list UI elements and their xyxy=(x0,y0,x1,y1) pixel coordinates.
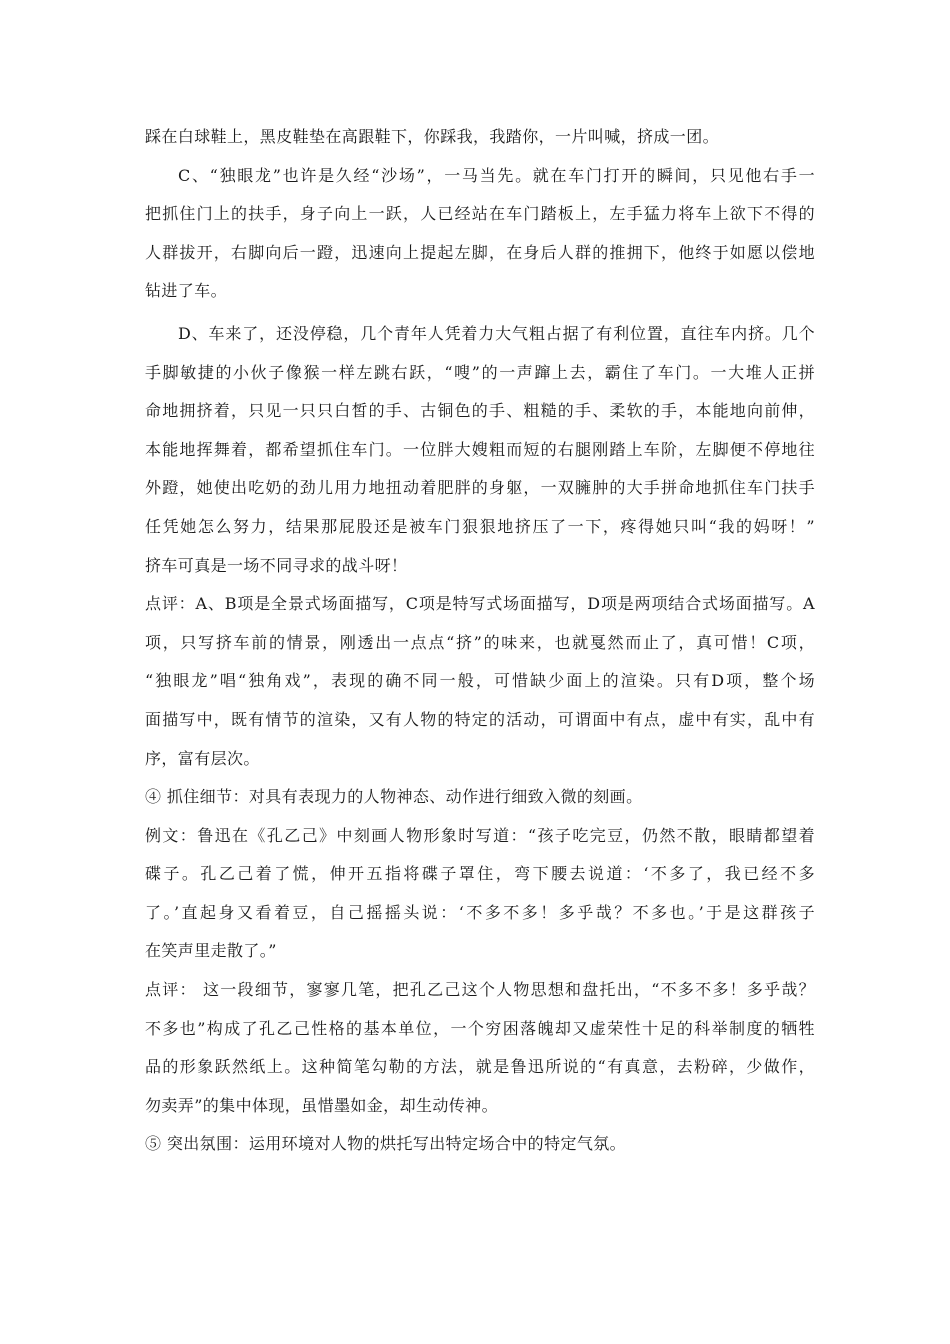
text-line: 序，富有层次。 xyxy=(145,748,260,768)
text-line: 面描写中，既有情节的渲染，又有人物的特定的活动，可谓面中有点，虚中有实，乱中有 xyxy=(145,709,815,729)
text-line: 把抓住门上的扶手，身子向上一跃，人已经站在车门踏板上，左手猛力将车上欲下不得的 xyxy=(145,204,815,224)
text-line: 命地拥挤着，只见一只只白皙的手、古铜色的手、粗糙的手、柔软的手，本能地向前伸， xyxy=(145,401,815,421)
paragraph-b-tail xyxy=(145,118,815,157)
text-line: ④ 抓住细节：对具有表现力的人物神态、动作进行细致入微的刻画。 xyxy=(145,787,643,807)
text-line: 人群拔开，右脚向后一蹬，迅速向上提起左脚，在身后人群的推拥下，他终于如愿以偿地 xyxy=(145,242,815,262)
paragraph-d xyxy=(145,315,815,585)
comment-abcd xyxy=(145,585,815,778)
text-line: 手脚敏捷的小伙子像猴一样左跳右跃，“嗖”的一声蹿上去，霸住了车门。一大堆人正拼 xyxy=(145,362,815,382)
text-line: 外蹬，她使出吃奶的劲儿用力地扭动着肥胖的身躯，一双臃肿的大手拼命地抓住车门扶手 xyxy=(145,478,815,498)
text-line: D、车来了，还没停稳，几个青年人凭着力大气粗占据了有利位置，直往车内挤。几个 xyxy=(178,323,815,343)
text-line: 品的形象跃然纸上。这种简笔勾勒的方法，就是鲁迅所说的“有真意，去粉碎，少做作， xyxy=(145,1057,815,1077)
text-line: 了。’直起身又看着豆，自己摇摇头说：‘不多不多！多乎哉？不多也。’于是这群孩子 xyxy=(145,902,815,922)
text-line: C、“独眼龙”也许是久经“沙场”，一马当先。就在车门打开的瞬间，只见他右手一 xyxy=(178,165,815,185)
text-line: 踩在白球鞋上，黑皮鞋垫在高跟鞋下，你踩我，我踏你，一片叫喊，挤成一团。 xyxy=(145,127,720,146)
text-line: 任凭她怎么努力，结果那屁股还是被车门狠狠地挤压了一下，疼得她只叫“我的妈呀！” xyxy=(145,516,815,536)
text-line: 挤车可真是一场不同寻求的战斗呀！ xyxy=(145,555,408,575)
point-5-heading xyxy=(145,1125,815,1164)
text-line: 在笑声里走散了。” xyxy=(145,941,277,961)
text-line: 本能地挥舞着，都希望抓住车门。一位胖大嫂粗而短的右腿刚踏上车阶，左脚便不停地往 xyxy=(145,439,815,459)
text-line: ⑤ 突出氛围：运用环境对人物的烘托写出特定场合中的特定气氛。 xyxy=(145,1134,627,1154)
text-line: 例文：鲁迅在《孔乙己》中刻画人物形象时写道：“孩子吃完豆，仍然不散，眼睛都望着 xyxy=(145,825,815,845)
text-line: 点评：A、B项是全景式场面描写，C项是特写式场面描写，D项是两项结合式场面描写。A xyxy=(145,594,815,614)
text-line: 碟子。孔乙己着了慌，伸开五指将碟子罩住，弯下腰去说道：‘不多了，我已经不多 xyxy=(145,864,815,884)
text-line: 勿卖弄”的集中体现，虽惜墨如金，却生动传神。 xyxy=(145,1095,498,1115)
comment-kong-yiji xyxy=(145,971,815,1125)
example-kong-yiji xyxy=(145,817,815,971)
text-line: 项，只写挤车前的情景，刚透出一点点“挤”的味来，也就戛然而止了，真可惜！C项， xyxy=(145,632,815,652)
text-line: 点评： 这一段细节，寥寥几笔，把孔乙己这个人物思想和盘托出，“不多不多！多乎哉？ xyxy=(145,980,815,1000)
text-line: 不多也”构成了孔乙己性格的基本单位，一个穷困落魄却又虚荣性十足的科举制度的牺牲 xyxy=(145,1018,815,1038)
text-line: “独眼龙”唱“独角戏”，表现的确不同一般，可惜缺少面上的渲染。只有D项，整个场 xyxy=(145,671,815,691)
paragraph-c xyxy=(145,157,815,311)
point-4-heading xyxy=(145,778,815,817)
text-line: 钻进了车。 xyxy=(145,281,228,301)
document-page xyxy=(145,118,815,1164)
